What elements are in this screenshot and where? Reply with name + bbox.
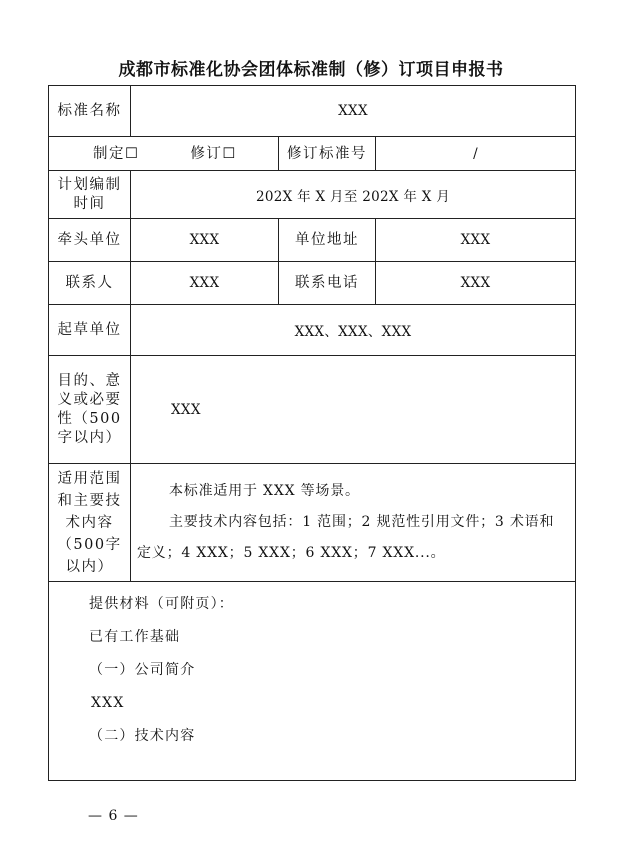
schedule-value: 202X 年 X 月至 202X 年 X 月 xyxy=(131,171,576,219)
row-scope xyxy=(49,464,576,582)
row-purpose xyxy=(49,356,576,464)
row-contact xyxy=(49,262,576,305)
scope-line-applicability: 本标准适用于 XXX 等场景。 xyxy=(169,483,360,499)
application-form-table xyxy=(48,85,576,781)
unit-address-label: 单位地址 xyxy=(279,219,376,262)
lead-unit-label: 牵头单位 xyxy=(49,219,131,262)
scope-content-cell xyxy=(131,464,576,582)
revised-number-value: / xyxy=(376,137,576,171)
page-number: — 6 — xyxy=(88,808,139,824)
lead-unit-value: XXX xyxy=(131,219,279,262)
document-title: 成都市标准化协会团体标准制（修）订项目申报书 xyxy=(118,60,504,80)
schedule-label: 计划编制时间 xyxy=(49,171,131,219)
row-drafting-units xyxy=(49,305,576,356)
row-standard-name xyxy=(49,86,576,137)
standard-name-value: XXX xyxy=(131,86,576,137)
type-options-cell xyxy=(49,137,279,171)
materials-basis: 已有工作基础 xyxy=(89,629,181,645)
scope-label: 适用范围和主要技术内容（500字以内） xyxy=(49,464,131,582)
scope-line-technical-content: 主要技术内容包括：1 范围；2 规范性引用文件；3 术语和定义；4 XXX；5 XXX；6 XXX；7 XXX...。 xyxy=(137,514,555,561)
row-materials xyxy=(49,582,576,781)
materials-section-company: （一）公司简介 xyxy=(89,662,196,678)
row-type xyxy=(49,137,576,171)
drafting-units-value: XXX、XXX、XXX xyxy=(131,305,576,356)
contact-label: 联系人 xyxy=(49,262,131,305)
row-schedule xyxy=(49,171,576,219)
purpose-value: XXX xyxy=(131,356,576,464)
contact-phone-value: XXX xyxy=(376,262,576,305)
materials-heading: 提供材料（可附页）： xyxy=(89,596,234,612)
row-lead-unit xyxy=(49,219,576,262)
revise-option[interactable]: 修订☐ xyxy=(190,145,237,162)
contact-phone-label: 联系电话 xyxy=(279,262,376,305)
drafting-units-label: 起草单位 xyxy=(49,305,131,356)
standard-name-label: 标准名称 xyxy=(49,86,131,137)
materials-section-company-value: XXX xyxy=(91,695,125,711)
revised-number-label: 修订标准号 xyxy=(279,137,376,171)
enact-option[interactable]: 制定☐ xyxy=(93,145,140,162)
unit-address-value: XXX xyxy=(376,219,576,262)
materials-section-technical: （二）技术内容 xyxy=(89,728,196,744)
purpose-label: 目的、意义或必要性（500字以内） xyxy=(49,356,131,464)
contact-value: XXX xyxy=(131,262,279,305)
materials-cell xyxy=(49,582,576,781)
